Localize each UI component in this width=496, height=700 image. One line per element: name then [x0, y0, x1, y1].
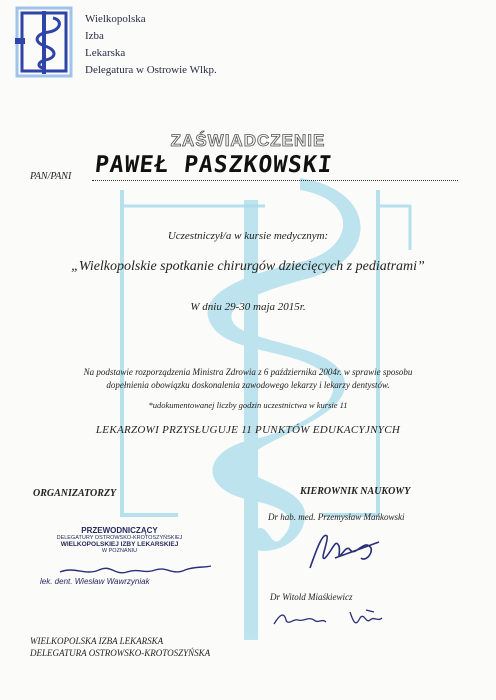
- scientific-head-name: Dr hab. med. Przemysław Mańkowski: [268, 512, 405, 522]
- participant-line: Uczestniczył/a w kursie medycznym:: [167, 230, 329, 242]
- organizer-stamp: [32, 526, 207, 554]
- stamp-line-3: WIELKOPOLSKIEJ IZBY LEKARSKIEJ: [60, 541, 179, 548]
- issuer-line-2: Izba: [85, 30, 104, 42]
- issuer-name: [85, 11, 217, 79]
- issuer-line-1: Wielkopolska: [85, 13, 146, 25]
- regulation-text: [0, 366, 496, 392]
- regulation-line-2: dopełnienia obowiązku doskonalenia zawodowego lekarzy i lekarzy dentystów.: [106, 380, 390, 390]
- organizer-name: lek. dent. Wiesław Wawrzyniak: [40, 577, 150, 586]
- certificate-title: ZAŚWIADCZENIE: [170, 131, 326, 150]
- stamp-line-1: PRZEWODNICZĄCY: [81, 526, 158, 535]
- signature-1-icon: [305, 528, 385, 572]
- signature-2-icon: [270, 604, 390, 632]
- hours-line: *udokumentowanej liczby godzin uczestnictwa w kursie 11: [148, 400, 348, 410]
- points-line: LEKARZOWI PRZYSŁUGUJE 11 PUNKTÓW EDUKACYJNYCH: [95, 424, 401, 436]
- stamp-line-2: DELEGATURY OSTROWSKO-KROTOSZYŃSKIEJ: [56, 535, 183, 541]
- pan-label: PAN/PANI: [30, 171, 72, 182]
- issuer-line-3: Lekarska: [85, 47, 126, 59]
- footer-line-1: WIELKOPOLSKA IZBA LEKARSKA: [30, 636, 164, 646]
- regulation-line-1: Na podstawie rozporządzenia Ministra Zdrowia z 6 października 2004r. w sprawie sposobu: [83, 367, 413, 377]
- second-signatory-name: Dr Witold Miaśkiewicz: [270, 592, 353, 602]
- scientific-head-label: KIEROWNIK NAUKOWY: [300, 486, 411, 497]
- chamber-logo-icon: [15, 6, 73, 78]
- issuer-line-4: Delegatura w Ostrowie Wlkp.: [85, 64, 217, 76]
- recipient-name: PAWEŁ PASZKOWSKI: [93, 152, 334, 178]
- course-title: „Wielkopolskie spotkanie chirurgów dziecięcych z pediatrami”: [71, 259, 425, 274]
- organizers-label: ORGANIZATORZY: [33, 488, 117, 499]
- course-date: W dniu 29-30 maja 2015r.: [190, 301, 306, 313]
- footer-issuer: [30, 635, 210, 659]
- stamp-line-4: W POZNANIU: [101, 548, 138, 554]
- footer-line-2: DELEGATURA OSTROWSKO-KROTOSZYŃSKA: [30, 648, 211, 658]
- name-dotted-line: [92, 180, 458, 181]
